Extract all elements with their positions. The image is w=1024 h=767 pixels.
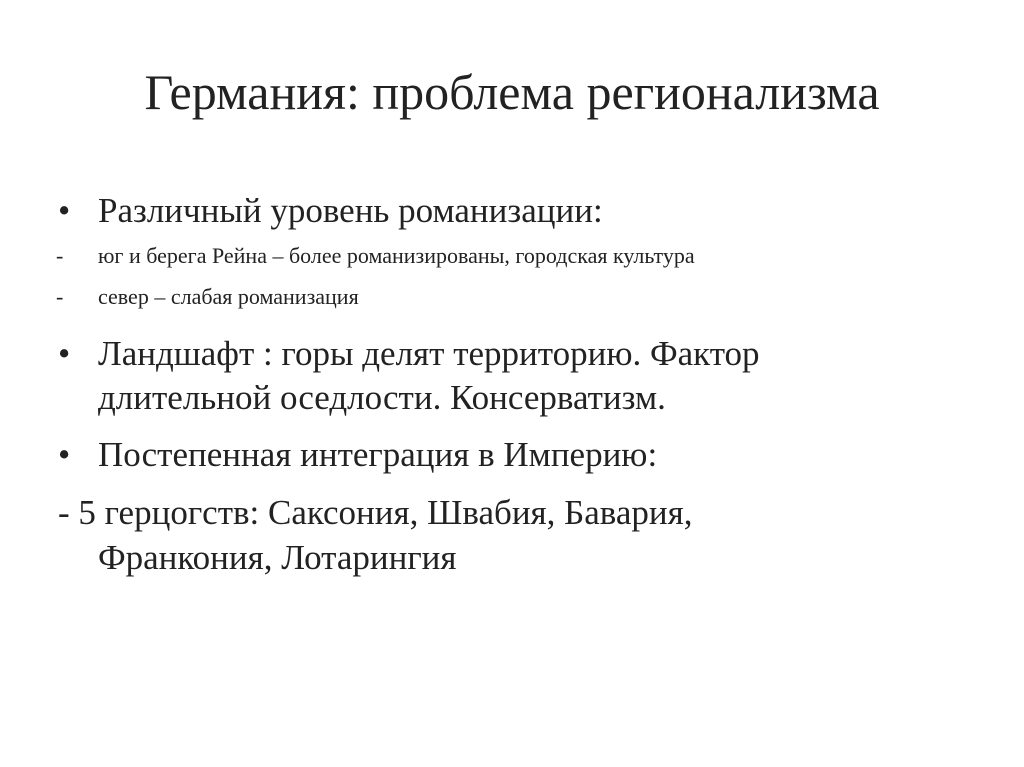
- dash-marker: -: [56, 284, 64, 309]
- subitem-south-rhine: юг и берега Рейна – более романизированы, городская культура: [98, 243, 695, 268]
- duchies-line1: - 5 герцогств: Саксония, Швабия, Бавария,: [58, 493, 693, 532]
- duchies-line2: Франкония, Лотарингия: [98, 538, 457, 577]
- bullet-landscape-line1: Ландшафт : горы делят территорию. Фактор: [98, 334, 760, 373]
- bullet-landscape-line2: длительной оседлости. Консерватизм.: [98, 378, 666, 417]
- bullet-romanization-level: Различный уровень романизации:: [98, 191, 603, 230]
- dash-marker: -: [56, 243, 64, 268]
- slide-title: Германия: проблема регионализма: [144, 64, 880, 120]
- bullet-marker: •: [58, 334, 71, 373]
- subitem-north: север – слабая романизация: [98, 284, 359, 309]
- bullet-marker: •: [58, 435, 71, 474]
- bullet-marker: •: [58, 191, 71, 230]
- bullet-integration: Постепенная интеграция в Империю:: [98, 435, 658, 474]
